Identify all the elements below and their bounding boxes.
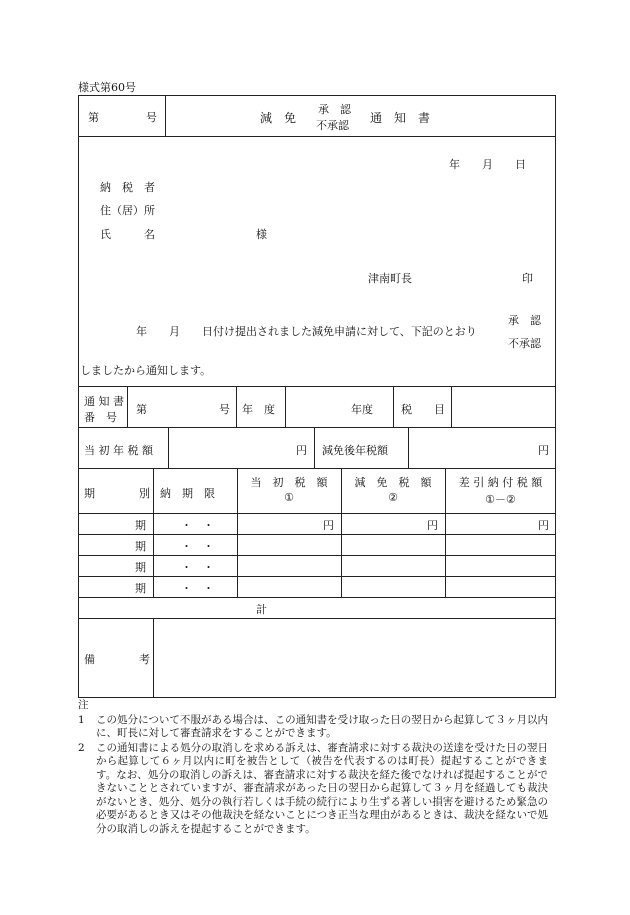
issuer: 津南町長 <box>368 272 412 285</box>
header-initial-mark: ① <box>284 491 294 504</box>
header-initial-tax: 当 初 税 額 <box>250 476 328 489</box>
notes-heading: 注 <box>78 699 89 711</box>
remarks-divider <box>153 619 154 698</box>
header-net-mark: ①－② <box>485 493 516 506</box>
info-row <box>78 387 556 428</box>
statement-option-approve: 承 認 <box>508 314 541 327</box>
row-3-due: ・ ・ <box>181 561 214 574</box>
info-divider-1 <box>127 387 128 428</box>
note-text: この処分について不服がある場合は、この通知書を受け取った日の翌日から起算して３ヶ月以内に、町長に対して審査請求をすることができます。 <box>96 713 548 739</box>
address-label: 住（居）所 <box>100 204 155 217</box>
tax-item-label: 税 目 <box>401 403 445 416</box>
header-exempt-tax: 減 免 税 額 <box>354 476 432 489</box>
note-number: 2 <box>78 741 85 754</box>
note-item <box>78 742 548 837</box>
amount-divider-2 <box>314 428 315 469</box>
fiscal-year-unit: 年度 <box>351 403 373 416</box>
initial-annual-tax-label: 当 初 年 税 額 <box>84 444 153 457</box>
notice-number-label-2: 番 号 <box>84 411 117 424</box>
statement-option-reject: 不承認 <box>508 337 541 350</box>
table-divider-1 <box>153 469 154 597</box>
honorific: 様 <box>256 228 267 241</box>
post-exemption-tax-label: 減免後年税額 <box>322 444 388 457</box>
header-exempt-mark: ② <box>388 491 398 504</box>
table-line-2 <box>78 555 556 556</box>
amount-divider-1 <box>168 428 169 469</box>
statement-line-2: しましたから通知します。 <box>80 364 212 377</box>
info-divider-2 <box>236 387 237 428</box>
header-period: 期 別 <box>84 487 150 500</box>
row-4-due: ・ ・ <box>181 582 214 595</box>
header-number-go: 号 <box>146 111 157 124</box>
notice-number-dai: 第 <box>136 403 147 416</box>
notice-number-label-1: 通 知 書 <box>84 395 124 408</box>
notes-section <box>78 699 548 836</box>
row-1-initial-unit: 円 <box>323 519 334 532</box>
info-divider-3 <box>285 387 286 428</box>
form-number-label: 様式第60号 <box>78 81 136 94</box>
note-item <box>78 714 548 741</box>
remarks-label: 備 考 <box>84 653 150 666</box>
fiscal-year-label: 年 度 <box>242 403 275 416</box>
row-4-period: 期 <box>135 582 146 595</box>
row-3-period: 期 <box>135 561 146 574</box>
name-label: 氏 名 <box>100 228 155 241</box>
title-option-approve: 承 認 <box>318 103 351 116</box>
title-prefix: 減 免 <box>260 111 297 125</box>
amount-divider-3 <box>408 428 409 469</box>
table-line-4 <box>78 597 556 598</box>
header-due-date: 納 期 限 <box>160 487 215 500</box>
table-line-3 <box>78 576 556 577</box>
title-suffix: 通 知 書 <box>370 111 431 125</box>
row-1-due: ・ ・ <box>181 519 214 532</box>
header-divider <box>165 95 166 137</box>
initial-annual-tax-unit: 円 <box>296 444 307 457</box>
statement-line-1: 年 月 日付け提出されました減免申請に対して、下記のとおり <box>136 325 477 338</box>
note-number: 1 <box>78 713 85 726</box>
row-2-due: ・ ・ <box>181 540 214 553</box>
table-line-header <box>78 513 556 514</box>
header-net-tax: 差 引 納 付 税 額 <box>458 476 543 489</box>
info-divider-4 <box>393 387 394 428</box>
post-exemption-tax-unit: 円 <box>538 444 549 457</box>
row-2-period: 期 <box>135 540 146 553</box>
issue-date: 年 月 日 <box>449 158 526 171</box>
row-1-net-unit: 円 <box>538 519 549 532</box>
row-1-period: 期 <box>135 519 146 532</box>
notice-number-go: 号 <box>219 403 230 416</box>
body-box <box>78 137 556 387</box>
note-text: この通知書による処分の取消しを求める訴えは、審査請求に対する裁決の送達を受けた日の翌日から起算して６ヶ月以内に町を被告として（被告を代表するのは町長）提起することができます。なお、処分の取消しの訴えは、審査請求に対する裁決を経た後でなければ提起することができないこととされていますが、審査請求があった日の翌日から起算して３ヶ月を経過しても裁決がないとき、処分、処分の執行若しくは手続の続行により生ずる著しい損害を避けるため緊急の必要があるとき又はその他裁決を経ないことにつき正当な理由があるときは、裁決を経ないで処分の取消しの訴えを提起することができます。 <box>96 741 548 835</box>
seal-mark: 印 <box>522 272 533 285</box>
info-divider-5 <box>451 387 452 428</box>
taxpayer-label: 納 税 者 <box>100 181 155 194</box>
title-option-reject: 不承認 <box>316 119 349 132</box>
total-label: 計 <box>256 603 267 616</box>
row-1-exempt-unit: 円 <box>427 519 438 532</box>
header-number-dai: 第 <box>88 111 99 124</box>
table-line-1 <box>78 534 556 535</box>
